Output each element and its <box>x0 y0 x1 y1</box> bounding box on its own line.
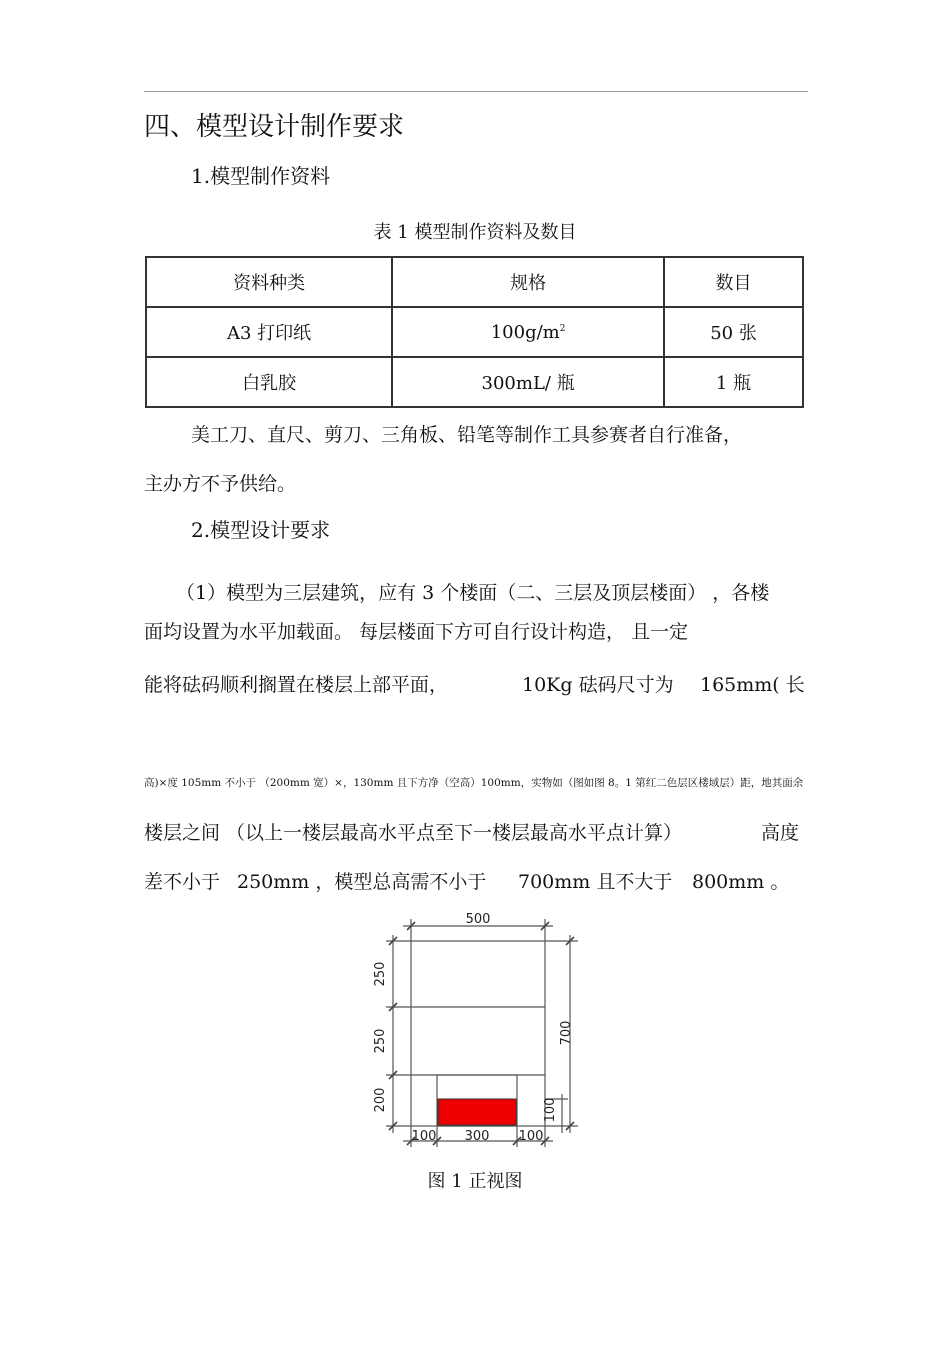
requirement-line3-a: 能将砝码顺利搁置在楼层上部平面， <box>144 674 449 696</box>
requirement-line4-a: 楼层之间 （以上一楼层最高水平点至下一楼层最高水平点计算） <box>144 822 683 844</box>
dim-block-height: 100 <box>543 1097 558 1123</box>
section-title: 四、模型设计制作要求 <box>144 112 405 142</box>
subsection-materials: 1.模型制作资料 <box>191 164 331 188</box>
table-header-cell: 资料种类 <box>146 257 392 307</box>
superscript: 2 <box>559 323 566 334</box>
dim-bottom-left: 100 <box>411 1129 437 1144</box>
dim-total-height: 700 <box>559 1020 574 1046</box>
dim-bottom-right: 100 <box>518 1129 544 1144</box>
requirement-line3-c: 165mm( 长 <box>700 674 805 696</box>
table-header-cell: 数目 <box>664 257 803 307</box>
tools-paragraph-line1: 美工刀、直尺、剪刀、三角板、铅笔等制作工具参赛者自行准备， <box>191 424 743 446</box>
requirement-line1: （1）模型为三层建筑，应有 3 个楼面（二、三层及顶层楼面） ，各楼 <box>176 582 770 604</box>
requirement-line5-b: 250mm ，模型总高需不小于 <box>237 871 487 893</box>
model-outline <box>411 941 545 1126</box>
dim-top-width: 500 <box>465 912 491 927</box>
table-cell: 白乳胶 <box>146 357 392 407</box>
table-row <box>146 307 803 357</box>
table-cell: A3 打印纸 <box>146 307 392 357</box>
dim-floor2-height: 250 <box>373 1028 388 1054</box>
weight-block <box>438 1099 516 1125</box>
dim-bottom-mid: 300 <box>464 1129 490 1144</box>
table-cell: 300mL/ 瓶 <box>392 357 664 407</box>
table-header-cell: 规格 <box>392 257 664 307</box>
figure-caption: 图 1 正视图 <box>427 1171 523 1192</box>
dim-floor1-height: 200 <box>373 1087 388 1113</box>
requirement-line5-a: 差不小于 <box>144 871 221 893</box>
tools-paragraph-line2: 主办方不予供给。 <box>144 473 297 495</box>
header-rule <box>144 91 808 92</box>
front-view-drawing <box>355 905 595 1150</box>
table-cell: 50 张 <box>664 307 803 357</box>
table-cell: 1 瓶 <box>664 357 803 407</box>
table-header-row <box>146 257 803 307</box>
garbled-text-line: 高)×度 105mm 不小于 （200mm 宽）×，130mm 且下方净（空高）100mm，实物如（图如图 8。1 第红二色层区楼域层）距，地其面余 <box>144 777 804 789</box>
requirement-line5-d: 800mm 。 <box>692 871 790 893</box>
requirement-line4-b: 高度 <box>761 822 800 844</box>
table-row <box>146 357 803 407</box>
table-caption: 表 1 模型制作资料及数目 <box>373 222 577 243</box>
table-cell <box>392 307 664 357</box>
requirement-line2: 面均设置为水平加载面。 每层楼面下方可自行设计构造， 且一定 <box>144 621 689 643</box>
dim-floor3-height: 250 <box>373 961 388 987</box>
subsection-design: 2.模型设计要求 <box>191 518 331 542</box>
requirement-line3-b: 10Kg 砝码尺寸为 <box>522 674 674 696</box>
requirement-line5-c: 700mm 且不大于 <box>518 871 673 893</box>
materials-table <box>145 256 804 408</box>
spec-text: 100g/m <box>490 321 560 343</box>
